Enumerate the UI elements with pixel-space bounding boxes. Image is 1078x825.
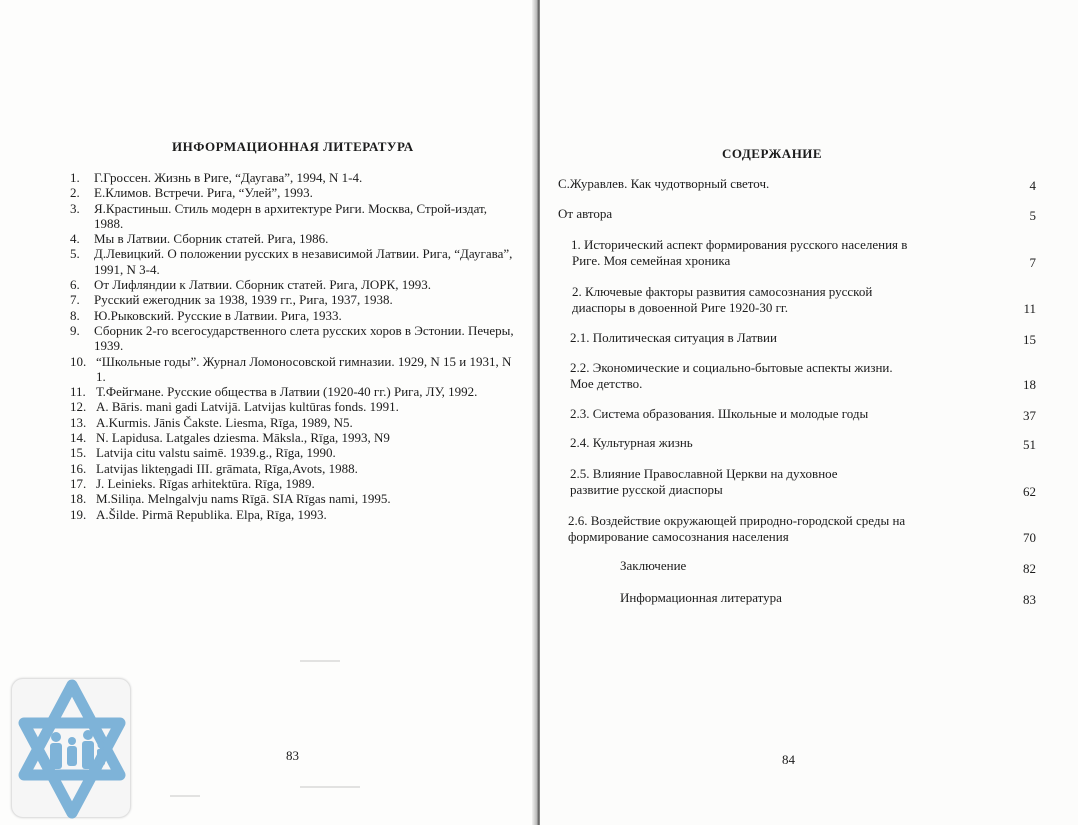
item-number: 5. — [70, 246, 80, 262]
scan-smudge — [300, 660, 340, 662]
contents-title: СОДЕРЖАНИЕ — [722, 146, 823, 161]
list-item — [70, 277, 515, 292]
list-item — [70, 308, 515, 323]
toc-entry-text: 2.1. Политическая ситуация в Латвии — [570, 330, 777, 345]
item-number: 7. — [70, 292, 80, 308]
toc-entry-text: 2.2. Экономические и социально-бытовые аспекты жизни. Мое детство. — [570, 360, 893, 391]
toc-entry-text: С.Журавлев. Как чудотворный светоч. — [558, 176, 770, 191]
item-text: Русский ежегодник за 1938, 1939 гг., Рига, 1937, 1938. — [94, 292, 393, 308]
item-number: 13. — [70, 414, 87, 430]
list-item — [70, 461, 515, 476]
list-item — [70, 231, 515, 246]
toc-entry-text: 2.5. Влияние Православной Церкви на духовное развитие русской диаспоры — [570, 466, 838, 497]
page-number: 83 — [286, 748, 299, 763]
list-item — [70, 170, 515, 185]
toc-entry-page: 18 — [1023, 377, 1036, 392]
list-item — [70, 185, 515, 200]
list-item — [70, 354, 515, 385]
list-item — [70, 323, 515, 354]
toc-entry-text: От автора — [558, 206, 613, 221]
list-item — [70, 491, 515, 506]
list-item — [70, 399, 515, 414]
item-text: N. Lapidusa. Latgales dziesma. Māksla., Rīga, 1993, N9 — [96, 430, 390, 446]
item-number: 1. — [70, 170, 80, 185]
page-number: 84 — [782, 752, 795, 767]
list-item — [70, 246, 515, 277]
item-number: 6. — [70, 277, 80, 293]
item-text: A.Kurmis. Jānis Čakste. Liesma, Rīga, 1989, N5. — [96, 414, 353, 430]
list-item — [70, 507, 515, 522]
list-item — [70, 430, 515, 445]
list-item — [70, 476, 515, 491]
toc-entry-page: 4 — [1029, 178, 1036, 193]
list-item — [70, 415, 515, 430]
toc-entry-page: 62 — [1023, 484, 1036, 499]
toc-entry-page: 83 — [1023, 592, 1036, 607]
list-item — [70, 201, 515, 232]
item-text: Latvijas likteņgadi III. grāmata, Rīga,Avots, 1988. — [96, 460, 358, 476]
item-text: Д.Левицкий. О положении русских в независимой Латвии. Рига, “Даугава”, 1991, N 3-4. — [94, 246, 513, 277]
item-number: 14. — [70, 430, 87, 446]
item-number: 3. — [70, 200, 80, 216]
item-text: Т.Фейгмане. Русские общества в Латвии (1920-40 гг.) Рига, ЛУ, 1992. — [96, 384, 478, 400]
toc-entry-text: 1. Исторический аспект формирования русского населения в Риге. Моя семейная хроника — [571, 237, 908, 268]
toc-entry-text: 2. Ключевые факторы развития самосознания русской диаспоры в довоенной Риге 1920-30 гг. — [572, 284, 873, 315]
item-number: 9. — [70, 322, 80, 338]
item-text: A.Šilde. Pirmā Republika. Elpa, Rīga, 1993. — [96, 506, 327, 522]
scan-smudge — [170, 795, 200, 797]
item-number: 2. — [70, 185, 80, 201]
item-number: 4. — [70, 231, 80, 247]
toc-entry-page: 37 — [1023, 408, 1036, 423]
item-text: Ю.Рыковский. Русские в Латвии. Рига, 1933. — [94, 307, 342, 323]
item-text: Е.Климов. Встречи. Рига, “Улей”, 1993. — [94, 185, 313, 201]
bibliography-title: ИНФОРМАЦИОННАЯ ЛИТЕРАТУРА — [172, 139, 414, 154]
list-item — [70, 384, 515, 399]
toc-entry-page: 5 — [1029, 208, 1036, 223]
toc-entry-page: 11 — [1023, 301, 1036, 316]
toc-entry-text: Заключение — [620, 558, 687, 573]
item-text: Я.Крастиньш. Стиль модерн в архитектуре Риги. Москва, Строй-издат, 1988. — [94, 200, 487, 231]
scan-smudge — [300, 786, 360, 788]
item-number: 16. — [70, 460, 87, 476]
item-number: 11. — [70, 384, 86, 400]
star-of-david-family-icon — [11, 678, 131, 818]
item-text: M.Siliņa. Melngalvju nams Rīgā. SIA Rīgas nami, 1995. — [96, 491, 391, 507]
toc-entry-page: 7 — [1029, 255, 1036, 270]
item-text: J. Leinieks. Rīgas arhitektūra. Rīga, 1989. — [96, 475, 315, 491]
item-text: Г.Гроссен. Жизнь в Риге, “Даугава”, 1994, N 1-4. — [94, 170, 363, 185]
item-text: Сборник 2-го всегосударственного слета русских хоров в Эстонии. Печеры, 1939. — [94, 322, 514, 354]
item-text: A. Bāris. mani gadi Latvijā. Latvijas kultūras fonds. 1991. — [96, 399, 399, 415]
toc-entry-page: 51 — [1023, 437, 1036, 452]
item-number: 18. — [70, 491, 87, 507]
toc-entry-page: 70 — [1023, 530, 1036, 545]
list-item — [70, 445, 515, 460]
item-number: 10. — [70, 353, 87, 369]
item-number: 8. — [70, 307, 80, 323]
toc-entry-page: 15 — [1023, 332, 1036, 347]
item-number: 17. — [70, 475, 87, 491]
toc-entry-text: 2.4. Культурная жизнь — [570, 435, 693, 450]
toc-entry-text: 2.6. Воздействие окружающей природно-городской среды на формирование самосознания населения — [568, 513, 906, 544]
item-text: Latvija citu valstu saimē. 1939.g., Rīga, 1990. — [96, 445, 336, 461]
item-text: От Лифляндии к Латвии. Сборник статей. Рига, ЛОРК, 1993. — [94, 277, 431, 293]
bibliography-list — [70, 170, 515, 522]
item-number: 15. — [70, 445, 87, 461]
toc-entry-text: Информационная литература — [620, 590, 782, 605]
right-page — [540, 0, 1078, 825]
toc-entry-text: 2.3. Система образования. Школьные и молодые годы — [570, 406, 869, 421]
item-text: “Школьные годы”. Журнал Ломоносовской гимназии. 1929, N 15 и 1931, N 1. — [96, 353, 512, 384]
item-number: 12. — [70, 399, 87, 415]
item-number: 19. — [70, 506, 87, 522]
item-text: Мы в Латвии. Сборник статей. Рига, 1986. — [94, 231, 329, 247]
table-of-contents — [540, 0, 1078, 825]
list-item — [70, 292, 515, 307]
toc-entry-page: 82 — [1023, 561, 1036, 576]
